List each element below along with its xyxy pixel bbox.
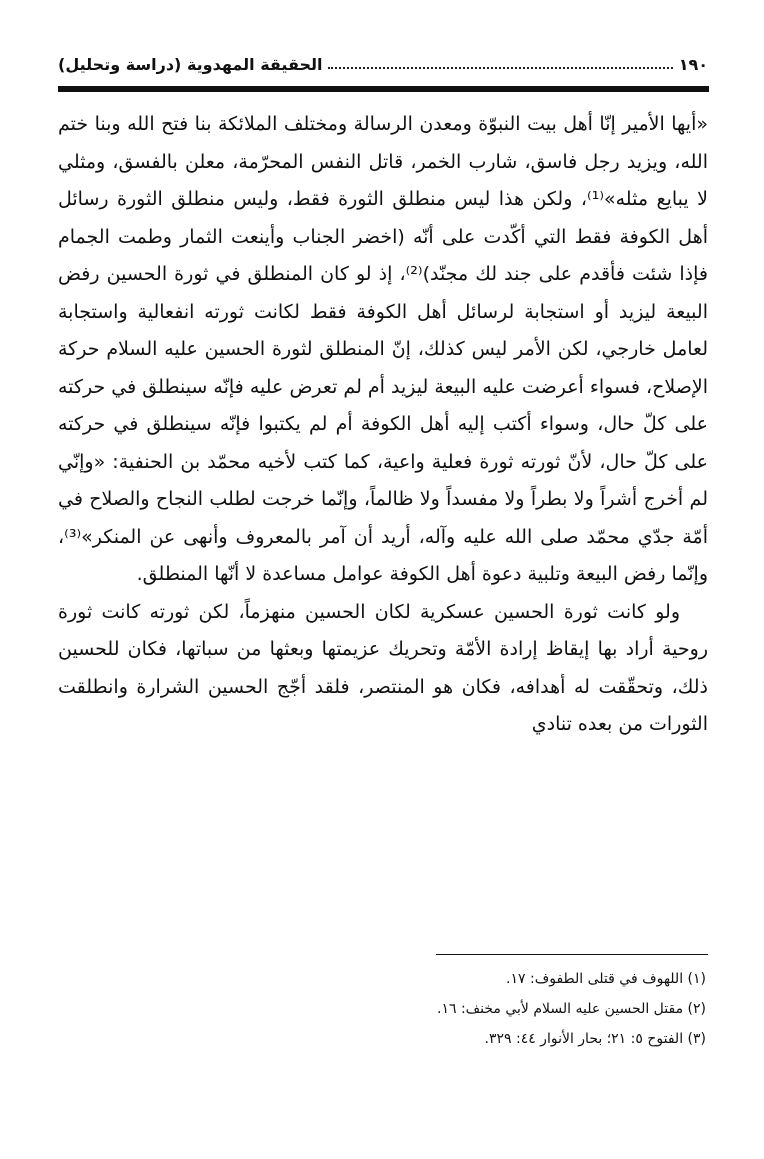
body-text: [58, 106, 708, 744]
page-number: ١٩٠: [678, 54, 708, 74]
header-rule: [58, 86, 709, 92]
footnotes: [58, 964, 708, 1054]
paragraph-2: ولو كانت ثورة الحسين عسكرية لكان الحسين منهزماً، لكن ثورته كانت ثورة روحية أراد بها إيقاظ إرادة الأمّة وتحريك عزيمتها وبعثها من سباتها، فكان للحسين ذلك، وتحقّقت له أهدافه، فكان هو المنتصر، فلقد أجّج الحسين الشرارة وانطلقت الثورات من بعده تنادي: [58, 600, 708, 735]
footnote-1: (١) اللهوف في قتلى الطفوف: ١٧.: [506, 971, 706, 987]
footnote-separator: [436, 954, 708, 955]
page-header: [58, 50, 708, 78]
header-dot-leader: [328, 67, 672, 69]
footnote-2: (٢) مقتل الحسين عليه السلام لأبي مخنف: ١٦.: [437, 1001, 706, 1017]
running-title: الحقيقة المهدوية (دراسة وتحليل): [58, 54, 323, 74]
paragraph-1: «أيها الأمير إنّا أهل بيت النبوّة ومعدن الرسالة ومختلف الملائكة بنا فتح الله وبنا ختم الله، ويزيد رجل فاسق، شارب الخمر، قاتل النفس المحرّمة، معلن بالفسق، ومثلي لا يبايع مثله»⁽¹⁾، ولكن هذا ليس منطلق الثورة فقط، وليس منطلق الثورة رسائل أهل الكوفة فقط التي أكّدت على أنّه (اخضر الجناب وأينعت الثمار وطمت الجمام فإذا شئت فأقدم على جند لك مجنّد)⁽²⁾، إذ لو كان المنطلق في ثورة الحسين رفض البيعة ليزيد أو استجابة لرسائل أهل الكوفة فقط لكانت ثورته انفعالية واستجابة لعامل خارجي، لكن الأمر ليس كذلك، إنّ المنطلق لثورة الحسين عليه السلام حركة الإصلاح، فسواء أعرضت عليه البيعة ليزيد أم لم تعرض عليه فإنّه سينطلق في حركته على كلّ حال، وسواء أكتب إليه أهل الكوفة أم لم يكتبوا فإنّه سينطلق في حركته على كلّ حال، لأنّ ثورته ثورة فعلية واعية، كما كتب لأخيه محمّد بن الحنفية: «وإنّي لم أخرج أشراً ولا بطراً ولا مفسداً ولا ظالماً، وإنّما خرجت لطلب النجاح والصلاح في أمّة جدّي محمّد صلى الله عليه وآله، أريد أن آمر بالمعروف وأنهى عن المنكر»⁽³⁾، وإنّما رفض البيعة وتلبية دعوة أهل الكوفة عوامل مساعدة لا أنّها المنطلق.: [58, 113, 709, 585]
footnote-3: (٣) الفتوح ٥: ٢١؛ بحار الأنوار ٤٤: ٣٢٩.: [484, 1031, 706, 1047]
